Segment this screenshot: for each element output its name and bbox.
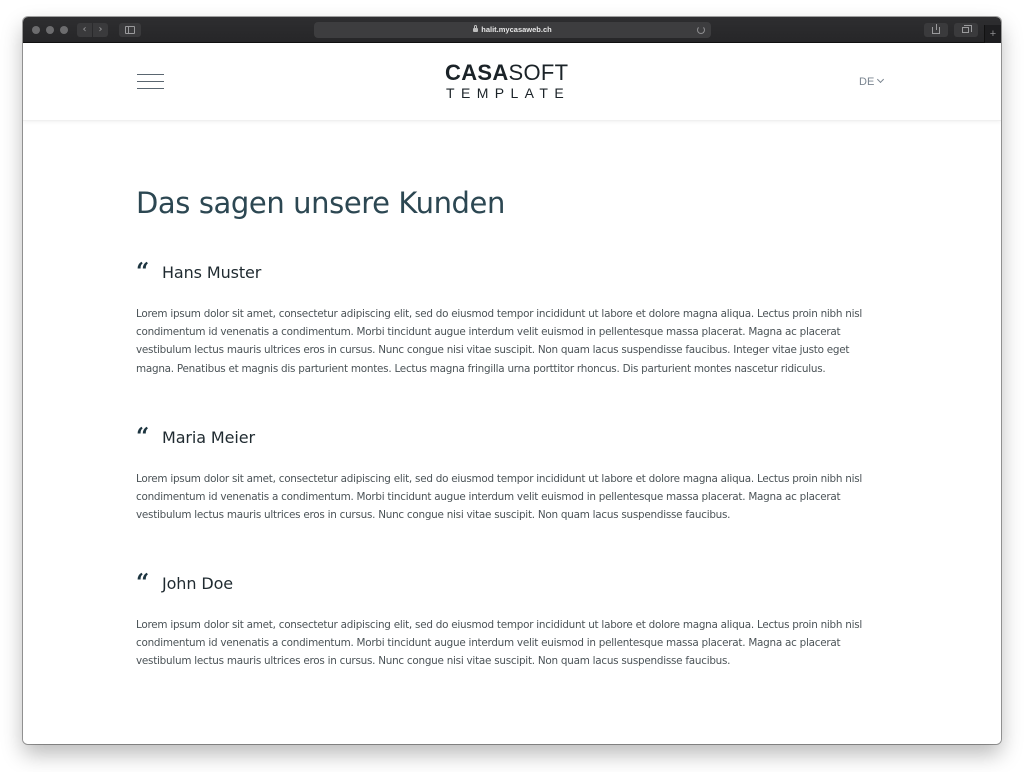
sidebar-icon (125, 26, 135, 34)
logo-light-text: SOFT (508, 60, 569, 85)
site-header (23, 43, 1001, 121)
testimonial-text: Lorem ipsum dolor sit amet, consectetur adipiscing elit, sed do eiusmod tempor incididunt ut labore et dolore magna aliqua. Lectus proin nibh nisl condimentum id venenatis a condimentum. Morbi tincidunt augue interdum velit euismod in pellentesque massa placerat. Magna ac placerat vestibulum lectus mauris ultrices eros in cursus. Nunc congue nisi vitae suscipit. Non quam lacus suspendisse faucibus. Integer vitae justo eget magna. Penatibus et magnis dis parturient montes. Lectus magna fringilla urna porttitor rhoncus. Dis parturient montes nascetur ridiculus. (136, 308, 863, 375)
hamburger-line (137, 81, 164, 82)
logo-bold-text: CASA (445, 60, 509, 85)
hamburger-line (137, 88, 164, 89)
lock-icon (473, 28, 478, 32)
language-switcher[interactable] (859, 75, 883, 89)
sidebar-toggle-button[interactable] (119, 23, 141, 37)
browser-window (23, 17, 1001, 744)
chevron-down-icon (877, 76, 884, 83)
testimonial-item (136, 258, 888, 378)
share-button[interactable] (924, 23, 948, 37)
minimize-window-button[interactable] (46, 26, 54, 34)
testimonial-text: Lorem ipsum dolor sit amet, consectetur adipiscing elit, sed do eiusmod tempor incididunt ut labore et dolore magna aliqua. Lectus proin nibh nisl condimentum id venenatis a condimentum. Morbi tincidunt augue interdum velit euismod in pellentesque massa placerat. Magna ac placerat vestibulum lectus mauris ultrices eros in cursus. Nunc congue nisi vitae suscipit. Non quam lacus suspendisse faucibus. (136, 619, 863, 668)
language-label: DE (859, 76, 875, 88)
web-page (23, 43, 1001, 744)
testimonial-item (136, 423, 888, 525)
quote-icon: “ (136, 423, 150, 450)
testimonial-author: Maria Meier (162, 428, 255, 447)
close-window-button[interactable] (32, 26, 40, 34)
logo-subtitle: TEMPLATE (446, 85, 571, 101)
testimonial-item (136, 569, 888, 671)
tabs-overview-button[interactable] (954, 23, 978, 37)
testimonial-header (136, 569, 888, 596)
page-title: Das sagen unsere Kunden (136, 186, 505, 220)
site-logo[interactable] (445, 62, 579, 101)
quote-icon: “ (136, 258, 150, 285)
url-display (314, 22, 711, 38)
testimonial-header (136, 258, 888, 285)
hamburger-line (137, 74, 164, 75)
back-button[interactable]: ‹ (77, 23, 92, 37)
new-tab-button[interactable]: + (984, 25, 1001, 43)
browser-toolbar (23, 17, 1001, 43)
url-text: halit.mycasaweb.ch (481, 25, 552, 34)
zoom-window-button[interactable] (60, 26, 68, 34)
quote-icon: “ (136, 569, 150, 596)
reload-icon[interactable] (697, 26, 705, 34)
testimonial-author: John Doe (162, 574, 234, 593)
address-bar[interactable] (314, 22, 711, 38)
hamburger-icon[interactable] (137, 74, 164, 90)
testimonial-header (136, 423, 888, 450)
logo-wordmark (445, 62, 579, 84)
testimonial-author: Hans Muster (162, 263, 262, 282)
testimonial-text: Lorem ipsum dolor sit amet, consectetur adipiscing elit, sed do eiusmod tempor incididunt ut labore et dolore magna aliqua. Lectus proin nibh nisl condimentum id venenatis a condimentum. Morbi tincidunt augue interdum velit euismod in pellentesque massa placerat. Magna ac placerat vestibulum lectus mauris ultrices eros in cursus. Nunc congue nisi vitae suscipit. Non quam lacus suspendisse faucibus. (136, 473, 863, 522)
share-icon (932, 27, 940, 34)
forward-button[interactable]: › (93, 23, 108, 37)
tabs-icon (962, 27, 969, 33)
